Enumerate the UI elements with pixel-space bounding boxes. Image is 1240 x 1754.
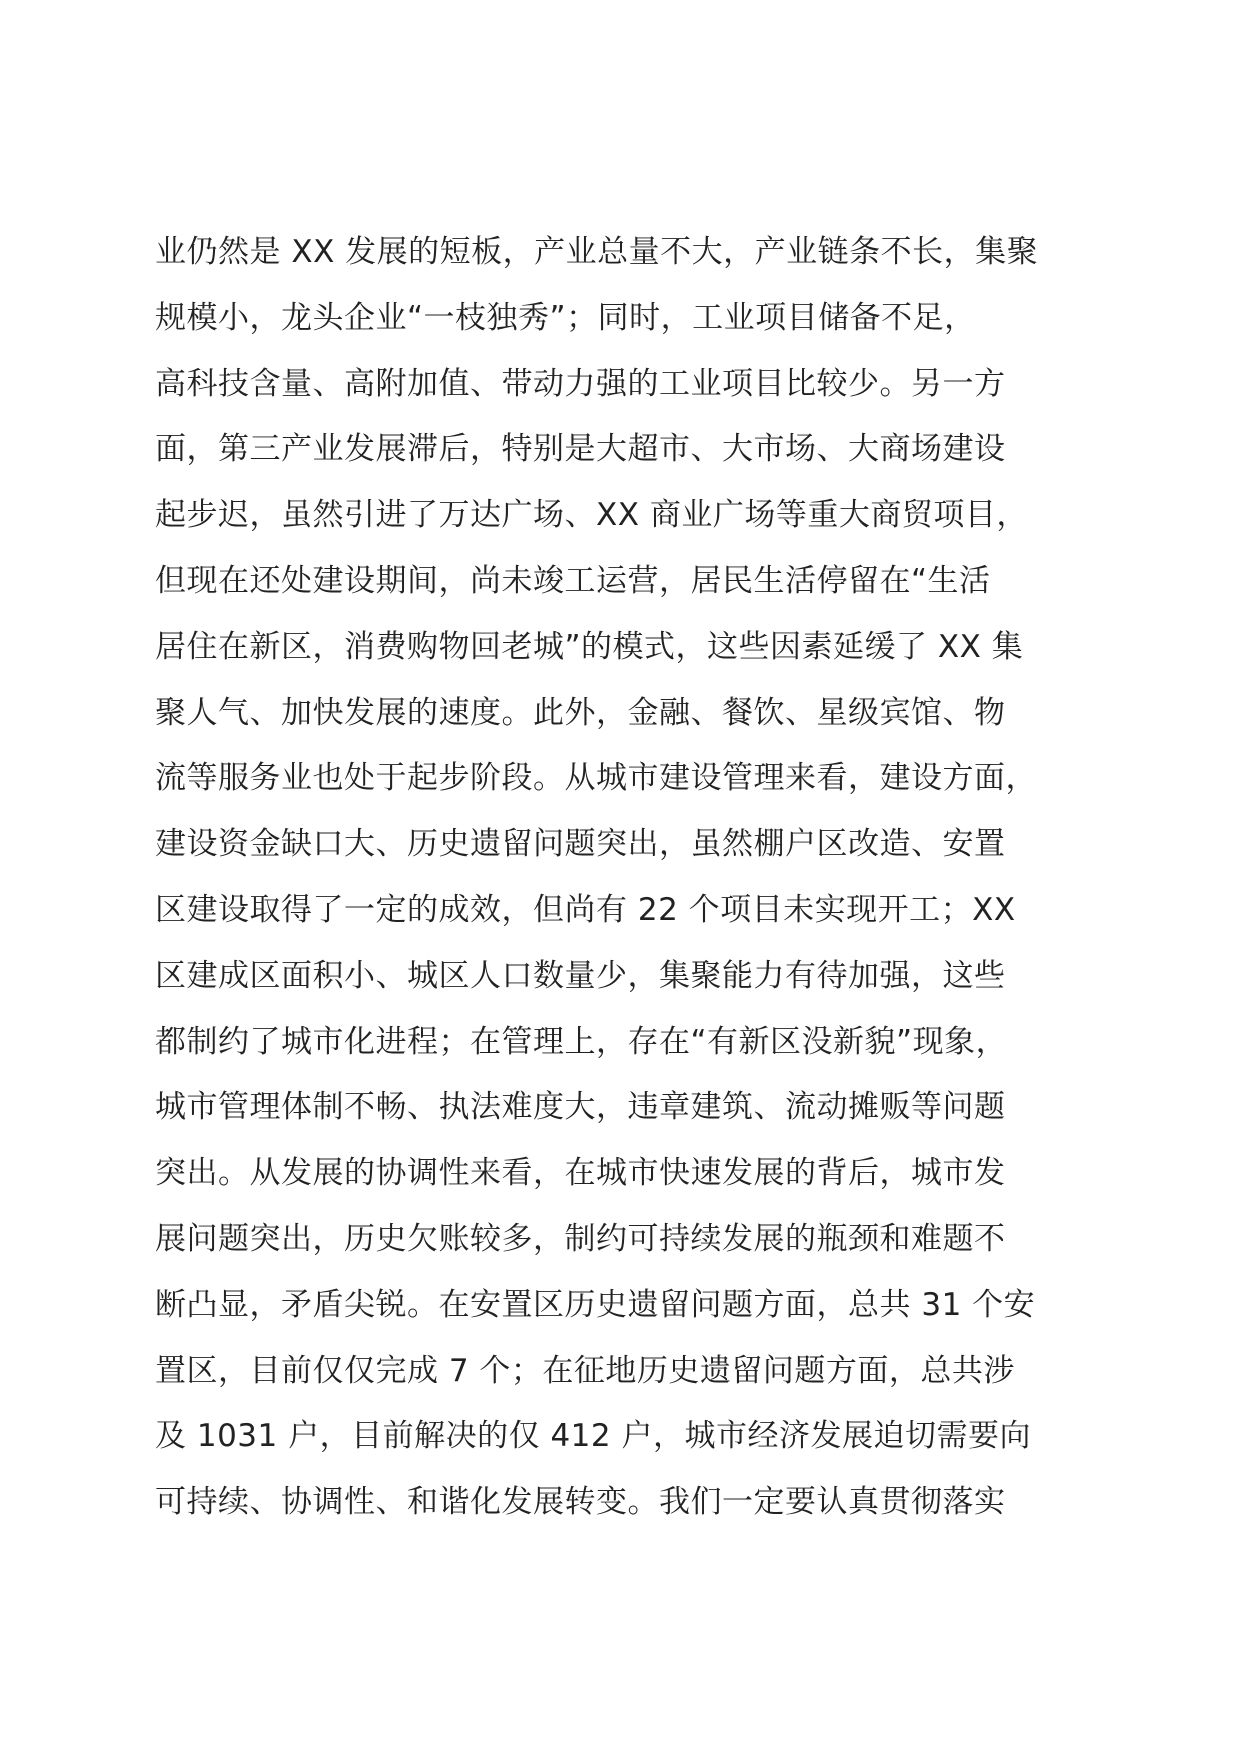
body-paragraph [155,220,1105,1536]
text-line: 聚人气、加快发展的速度。此外，金融、餐饮、星级宾馆、物 [155,694,1006,731]
text-line: 建设资金缺口大、历史遗留问题突出，虽然棚户区改造、安置 [155,826,1006,863]
text-line: 起步迟，虽然引进了万达广场、XX 商业广场等重大商贸项目， [155,497,1028,534]
text-line: 规模小，龙头企业“一枝独秀”；同时，工业项目储备不足， [155,299,976,336]
text-line: 居住在新区，消费购物回老城”的模式，这些因素延缓了 XX 集 [155,628,1024,665]
text-line: 流等服务业也处于起步阶段。从城市建设管理来看，建设方面， [155,760,1037,797]
text-line: 都制约了城市化进程；在管理上，存在“有新区没新貌”现象， [155,1023,1008,1060]
text-line: 但现在还处建设期间，尚未竣工运营，居民生活停留在“生活 [155,562,991,599]
text-line: 城市管理体制不畅、执法难度大，违章建筑、流动摊贩等问题 [155,1089,1006,1126]
text-line: 可持续、协调性、和谐化发展转变。我们一定要认真贯彻落实 [155,1484,1006,1521]
text-line: 断凸显，矛盾尖锐。在安置区历史遗留问题方面，总共 31 个安 [155,1286,1036,1323]
text-line: 展问题突出，历史欠账较多，制约可持续发展的瓶颈和难题不 [155,1220,1006,1257]
text-line: 业仍然是 XX 发展的短板，产业总量不大，产业链条不长，集聚 [155,234,1039,270]
text-line: 高科技含量、高附加值、带动力强的工业项目比较少。另一方 [155,365,1006,402]
text-line: 区建设取得了一定的成效，但尚有 22 个项目未实现开工；XX [155,891,1016,928]
text-line: 区建成区面积小、城区人口数量少，集聚能力有待加强，这些 [155,957,1006,994]
text-line: 突出。从发展的协调性来看，在城市快速发展的背后，城市发 [155,1155,1006,1192]
text-line: 及 1031 户，目前解决的仅 412 户，城市经济发展迫切需要向 [155,1418,1031,1455]
text-line: 面，第三产业发展滞后，特别是大超市、大市场、大商场建设 [155,431,1006,468]
text-line: 置区，目前仅仅完成 7 个；在征地历史遗留问题方面，总共涉 [155,1352,1015,1389]
